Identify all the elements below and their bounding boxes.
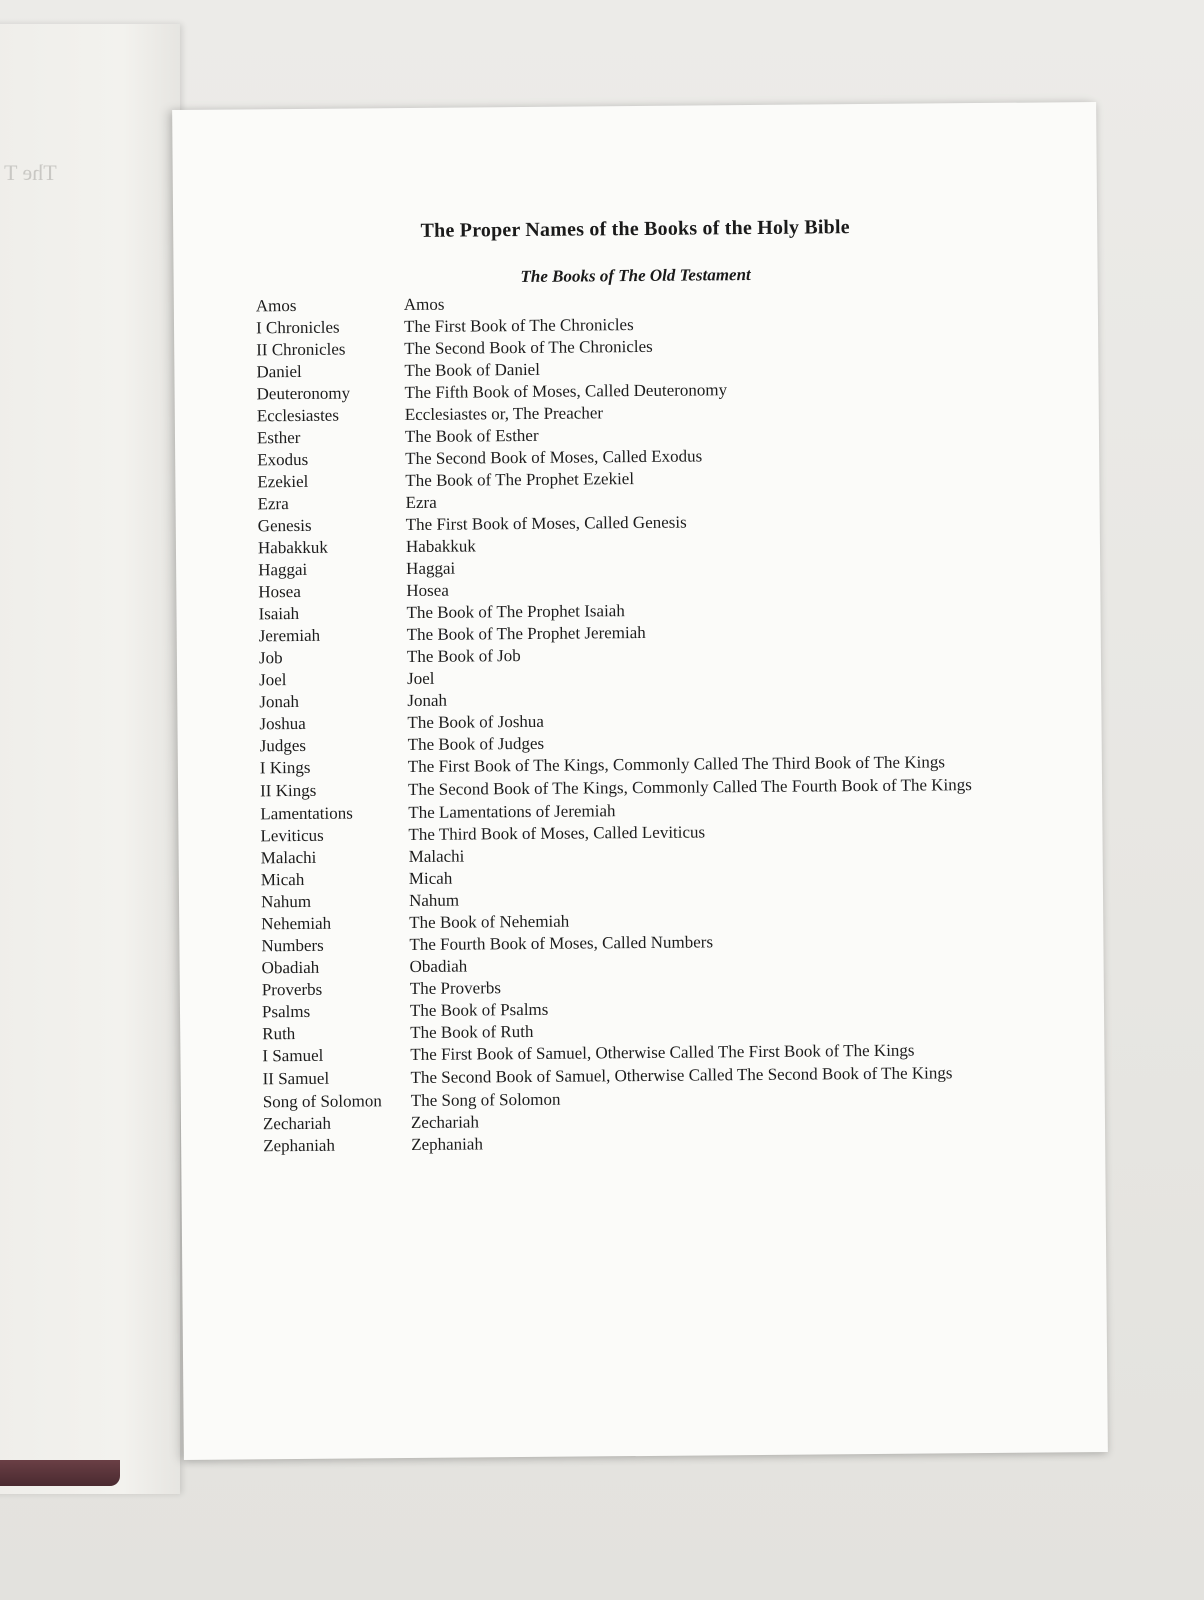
book-proper-name: The Book of Judges bbox=[407, 733, 545, 755]
book-proper-name: The Proverbs bbox=[409, 978, 502, 999]
book-proper-name: The Book of The Prophet Ezekiel bbox=[405, 469, 635, 491]
book-short-name: Zechariah bbox=[262, 1113, 332, 1134]
book-short-name: Jeremiah bbox=[258, 625, 321, 646]
right-page bbox=[172, 102, 1108, 1460]
book-short-name: Jonah bbox=[259, 691, 300, 712]
book-proper-name: Amos bbox=[403, 294, 445, 315]
book-proper-name: The Second Book of The Kings, Commonly Called The Fourth Book of The Kings bbox=[407, 775, 972, 800]
book-proper-name: The Book of The Prophet Jeremiah bbox=[406, 622, 646, 645]
book-short-name: Micah bbox=[260, 869, 305, 890]
book-short-name: Job bbox=[258, 648, 283, 668]
book-proper-name: The Book of Daniel bbox=[404, 359, 540, 381]
book-proper-name: Obadiah bbox=[409, 956, 468, 977]
book-short-name: Ezra bbox=[257, 494, 289, 514]
book-short-name: Deuteronomy bbox=[256, 383, 351, 404]
book-short-name: Amos bbox=[255, 295, 297, 316]
book-proper-name: The Book of Job bbox=[406, 646, 521, 667]
book-short-name: Nehemiah bbox=[261, 913, 332, 934]
book-proper-name: The Book of Ruth bbox=[410, 1021, 534, 1043]
book-proper-name: The First Book of The Chronicles bbox=[403, 315, 634, 337]
book-proper-name: The First Book of Samuel, Otherwise Called The First Book of The Kings bbox=[410, 1040, 915, 1065]
book-binding bbox=[0, 1460, 120, 1486]
book-short-name: Joel bbox=[259, 670, 287, 690]
book-short-name: I Samuel bbox=[262, 1045, 324, 1066]
book-proper-name: The Book of Joshua bbox=[407, 711, 545, 733]
book-short-name: Ecclesiastes bbox=[256, 405, 340, 426]
book-short-name: Lamentations bbox=[260, 803, 353, 824]
book-short-name: Daniel bbox=[256, 361, 302, 382]
book-proper-name: Hosea bbox=[406, 580, 449, 601]
book-short-name: Joshua bbox=[259, 713, 306, 734]
book-short-name: Malachi bbox=[260, 847, 317, 868]
book-short-name: Esther bbox=[256, 427, 301, 448]
book-short-name: I Chronicles bbox=[255, 317, 340, 338]
book-proper-name: Micah bbox=[408, 868, 453, 889]
book-proper-name: The First Book of Moses, Called Genesis bbox=[405, 512, 687, 535]
book-proper-name: Nahum bbox=[408, 890, 460, 911]
book-proper-name: The Book of Esther bbox=[404, 425, 539, 447]
book-short-name: II Kings bbox=[259, 780, 317, 801]
book-short-name: I Kings bbox=[259, 757, 311, 778]
book-short-name: II Chronicles bbox=[256, 339, 346, 360]
book-proper-name: The Song of Solomon bbox=[410, 1089, 561, 1111]
book-short-name: Psalms bbox=[261, 1001, 311, 1022]
book-proper-name: Malachi bbox=[408, 846, 465, 867]
book-proper-name: Zephaniah bbox=[411, 1134, 483, 1155]
book-short-name: Obadiah bbox=[261, 957, 320, 978]
book-proper-name: Jonah bbox=[407, 690, 448, 711]
book-short-name: II Samuel bbox=[262, 1068, 330, 1089]
book-short-name: Numbers bbox=[261, 935, 324, 956]
book-proper-name: The Second Book of The Chronicles bbox=[404, 336, 653, 359]
book-proper-name: The Fifth Book of Moses, Called Deuteronomy bbox=[404, 380, 728, 403]
book-proper-name: The Book of Nehemiah bbox=[409, 911, 570, 933]
book-proper-name: Haggai bbox=[406, 558, 456, 579]
book-proper-name: Zechariah bbox=[410, 1112, 480, 1133]
book-proper-name: The Third Book of Moses, Called Leviticus bbox=[408, 822, 706, 845]
page-title: The Proper Names of the Books of the Holy Bible bbox=[420, 216, 850, 242]
book-list bbox=[256, 289, 1023, 1158]
book-short-name: Habakkuk bbox=[257, 537, 328, 558]
book-short-name: Ruth bbox=[262, 1024, 296, 1044]
book-proper-name: The Book of The Prophet Isaiah bbox=[406, 601, 625, 623]
section-title: The Books of The Old Testament bbox=[520, 265, 751, 287]
book-proper-name: Joel bbox=[407, 668, 435, 689]
book-short-name: Exodus bbox=[257, 449, 309, 470]
book-proper-name: Ezra bbox=[405, 492, 437, 513]
book-proper-name: The Book of Psalms bbox=[409, 999, 549, 1021]
book-short-name: Nahum bbox=[260, 891, 312, 912]
left-page-bleed-text: The T bbox=[4, 160, 57, 185]
book-short-name: Isaiah bbox=[258, 603, 300, 624]
book-short-name: Genesis bbox=[257, 515, 312, 536]
book-short-name: Proverbs bbox=[261, 979, 323, 1000]
book-proper-name: The Fourth Book of Moses, Called Numbers bbox=[409, 932, 714, 955]
book-proper-name: The Second Book of Moses, Called Exodus bbox=[405, 446, 703, 469]
book-proper-name: Habakkuk bbox=[405, 536, 476, 557]
book-short-name: Song of Solomon bbox=[262, 1091, 382, 1112]
book-short-name: Zephaniah bbox=[263, 1135, 335, 1156]
book-short-name: Haggai bbox=[258, 559, 308, 580]
book-short-name: Leviticus bbox=[260, 825, 324, 846]
book-short-name: Judges bbox=[259, 735, 307, 756]
book-proper-name: The Second Book of Samuel, Otherwise Called The Second Book of The Kings bbox=[410, 1063, 953, 1088]
book-proper-name: Ecclesiastes or, The Preacher bbox=[404, 403, 604, 425]
book-short-name: Hosea bbox=[258, 581, 301, 602]
book-proper-name: The Lamentations of Jeremiah bbox=[408, 801, 616, 823]
book-proper-name: The First Book of The Kings, Commonly Called The Third Book of The Kings bbox=[407, 752, 945, 777]
book-short-name: Ezekiel bbox=[257, 471, 309, 492]
left-page bbox=[0, 24, 180, 1494]
